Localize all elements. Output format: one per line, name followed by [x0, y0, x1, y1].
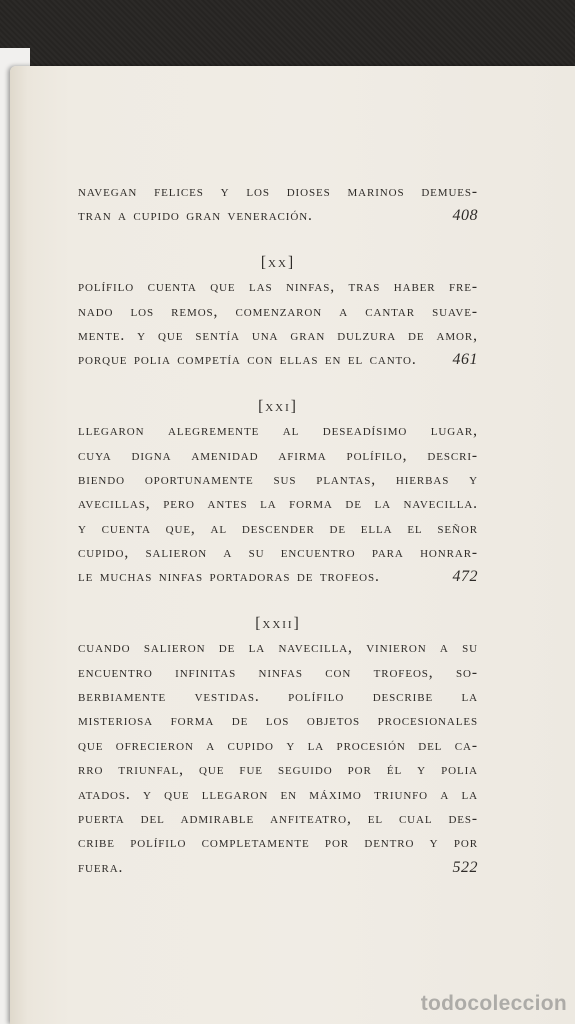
word: que	[210, 278, 236, 296]
word: al	[210, 519, 227, 537]
text-line	[78, 495, 478, 519]
text-line	[78, 568, 478, 592]
text-line	[78, 712, 478, 736]
word: salieron	[143, 639, 206, 657]
text-line	[78, 810, 478, 834]
book-page	[10, 66, 575, 1024]
word: forma	[170, 712, 215, 730]
word: vestidas.	[194, 688, 260, 706]
word: y	[78, 519, 87, 537]
text-line	[78, 834, 478, 858]
word: dentro	[364, 834, 415, 852]
word: forma	[289, 495, 333, 513]
word: encuentro	[280, 544, 356, 562]
word: las	[249, 278, 273, 296]
word: triunfal,	[118, 761, 184, 779]
word: des-	[448, 809, 478, 827]
word: los	[265, 712, 290, 730]
word: ninfas	[258, 663, 303, 681]
word: la	[260, 495, 277, 513]
word: fue	[239, 761, 263, 779]
word: navegan	[78, 183, 138, 200]
page-text	[78, 183, 478, 883]
chapter-summary	[78, 422, 478, 593]
text-line	[78, 639, 478, 663]
word: muchas	[99, 568, 153, 586]
word: su	[462, 639, 478, 657]
word: completamente	[201, 834, 310, 852]
word: el	[347, 351, 364, 369]
word: al	[282, 422, 300, 440]
word: a	[439, 639, 449, 657]
word: el	[367, 809, 383, 827]
text-line	[78, 447, 478, 471]
word: porque	[78, 351, 128, 369]
word: salieron	[145, 544, 208, 562]
word: puerta	[78, 809, 125, 827]
word: fuera.	[78, 858, 124, 876]
text-line	[78, 183, 478, 207]
text-line	[78, 278, 478, 302]
page-reference-number: 461	[452, 351, 478, 369]
intro-paragraph	[78, 183, 478, 232]
word: dulzura	[337, 326, 397, 344]
word: objetos	[306, 712, 361, 730]
word: polífilo	[288, 688, 345, 706]
word: pero	[163, 495, 195, 513]
text-line	[78, 327, 478, 351]
word: trofeos,	[373, 663, 434, 681]
word: con	[325, 663, 352, 681]
word: y	[137, 326, 147, 344]
word: su	[248, 544, 265, 562]
chapter-summary	[78, 639, 478, 883]
text-line	[78, 786, 478, 810]
word: gran	[186, 207, 222, 225]
word: llegaron	[78, 422, 145, 440]
word: amor,	[436, 326, 478, 344]
word: cupido	[133, 207, 180, 225]
word: ca-	[454, 736, 478, 754]
word: polia	[441, 761, 478, 779]
page-reference-number: 408	[452, 207, 478, 225]
word: tran	[78, 207, 112, 225]
text-line	[78, 688, 478, 712]
word: la	[374, 495, 391, 513]
word: la	[461, 785, 478, 803]
word: y	[429, 834, 439, 852]
word: de	[408, 326, 425, 344]
word: berbiamente	[78, 688, 167, 706]
word: de	[231, 712, 249, 730]
word: de	[296, 568, 314, 586]
word: marinos	[347, 183, 405, 200]
chapter-heading: [xx]	[260, 253, 296, 271]
word: fre-	[449, 278, 478, 296]
word: en	[324, 351, 342, 369]
word: y	[286, 736, 296, 754]
word: ninfas	[158, 568, 204, 586]
word: oportunamente	[144, 470, 254, 488]
word: que	[164, 785, 190, 803]
word: comenzaron	[235, 302, 323, 320]
word: de	[345, 495, 362, 513]
page-reference-number: 472	[452, 568, 478, 586]
word: plantas,	[316, 470, 376, 488]
word: lugar,	[430, 422, 478, 440]
chapter-summary	[78, 278, 478, 376]
word: suave-	[432, 302, 478, 320]
text-line	[78, 471, 478, 495]
word: cual	[398, 809, 433, 827]
word: y	[417, 761, 427, 779]
word: los	[246, 183, 270, 200]
word: honrar-	[420, 544, 478, 562]
word: ella	[360, 519, 393, 537]
word: por	[347, 761, 372, 779]
word: atados.	[78, 785, 131, 803]
word: cuenta	[147, 278, 197, 296]
text-line	[78, 207, 478, 231]
word: avecillas,	[78, 495, 151, 513]
text-line	[78, 422, 478, 446]
word: señor	[437, 519, 478, 537]
word: deseadísimo	[322, 422, 408, 440]
watermark: todocoleccion	[420, 992, 567, 1015]
chapter-heading: [xxi]	[258, 397, 298, 415]
word: mente.	[78, 326, 126, 344]
word: remos,	[171, 302, 219, 320]
word: los	[130, 302, 155, 320]
word: del	[140, 809, 165, 827]
word: cupido	[227, 736, 274, 754]
word: de	[218, 639, 236, 657]
word: procesionales	[377, 712, 478, 730]
word: gran	[290, 326, 326, 344]
word: máximo	[309, 785, 362, 803]
word: descender	[241, 519, 315, 537]
section-spacer	[78, 232, 478, 254]
word: que	[158, 326, 184, 344]
word: nado	[78, 302, 114, 320]
word: en	[280, 785, 297, 803]
word: triunfo	[374, 785, 429, 803]
word: y	[220, 183, 230, 200]
word: tras	[348, 278, 381, 296]
word: antes	[207, 495, 248, 513]
word: biendo	[78, 470, 125, 488]
section-spacer	[78, 593, 478, 615]
word: describe	[372, 688, 434, 706]
text-line	[78, 544, 478, 568]
word: ofrecieron	[115, 736, 194, 754]
word: le	[78, 568, 94, 586]
word: a	[440, 785, 450, 803]
word: hierbas	[395, 470, 450, 488]
word: de	[329, 519, 346, 537]
word: que	[199, 761, 225, 779]
word: encuentro	[78, 663, 153, 681]
text-line	[78, 664, 478, 688]
text-line	[78, 351, 478, 375]
text-line	[78, 761, 478, 785]
word: so-	[456, 663, 478, 681]
text-line	[78, 303, 478, 327]
word: que,	[165, 519, 196, 537]
word: amenidad	[191, 446, 259, 464]
word: cribe	[78, 834, 115, 852]
word: el	[407, 519, 423, 537]
word: trofeos.	[319, 568, 380, 586]
word: competía	[177, 351, 241, 369]
word: a	[339, 302, 349, 320]
word: portadoras	[209, 568, 291, 586]
word: seguido	[277, 761, 333, 779]
word: anfiteatro,	[270, 809, 352, 827]
word: la	[248, 639, 266, 657]
word: a	[118, 207, 127, 225]
word: y	[142, 785, 152, 803]
word: felices	[154, 183, 204, 200]
word: que	[78, 736, 104, 754]
word: del	[418, 736, 443, 754]
word: infinitas	[175, 663, 237, 681]
word: polífilo,	[346, 446, 408, 464]
word: la	[307, 736, 325, 754]
word: digna	[131, 446, 172, 464]
word: con	[247, 351, 274, 369]
word: la	[461, 688, 478, 706]
word: sentía	[195, 326, 240, 344]
word: polífilo	[78, 278, 135, 296]
word: cupido,	[78, 544, 130, 562]
word: cuando	[78, 639, 131, 657]
word: canto.	[369, 351, 417, 369]
word: vinieron	[366, 639, 427, 657]
word: él	[386, 761, 403, 779]
word: polia	[133, 351, 171, 369]
word: para	[371, 544, 404, 562]
word: llegaron	[201, 785, 269, 803]
section-spacer	[78, 376, 478, 398]
word: sus	[273, 470, 297, 488]
word: y	[469, 470, 478, 488]
word: navecilla.	[403, 495, 478, 513]
word: ellas	[279, 351, 319, 369]
page-reference-number: 522	[452, 858, 478, 876]
word: alegremente	[168, 422, 260, 440]
word: rro	[78, 761, 104, 779]
word: haber	[393, 278, 436, 296]
word: demues-	[421, 183, 478, 200]
word: polífilo	[130, 834, 187, 852]
text-line	[78, 859, 478, 883]
word: veneración.	[227, 207, 313, 225]
word: por	[324, 834, 350, 852]
word: misteriosa	[78, 712, 154, 730]
word: cantar	[365, 302, 415, 320]
word: cuya	[78, 446, 112, 464]
chapter-heading: [xxii]	[255, 614, 301, 632]
word: ninfas,	[285, 278, 336, 296]
word: cuenta	[101, 519, 151, 537]
word: procesión	[336, 736, 406, 754]
text-line	[78, 520, 478, 544]
word: descri-	[427, 446, 478, 464]
word: afirma	[278, 446, 327, 464]
word: navecilla,	[278, 639, 353, 657]
word: a	[223, 544, 233, 562]
word: una	[251, 326, 279, 344]
text-line	[78, 737, 478, 761]
word: por	[453, 834, 478, 852]
word: admirable	[180, 809, 255, 827]
word: a	[206, 736, 216, 754]
word: dioses	[286, 183, 331, 200]
